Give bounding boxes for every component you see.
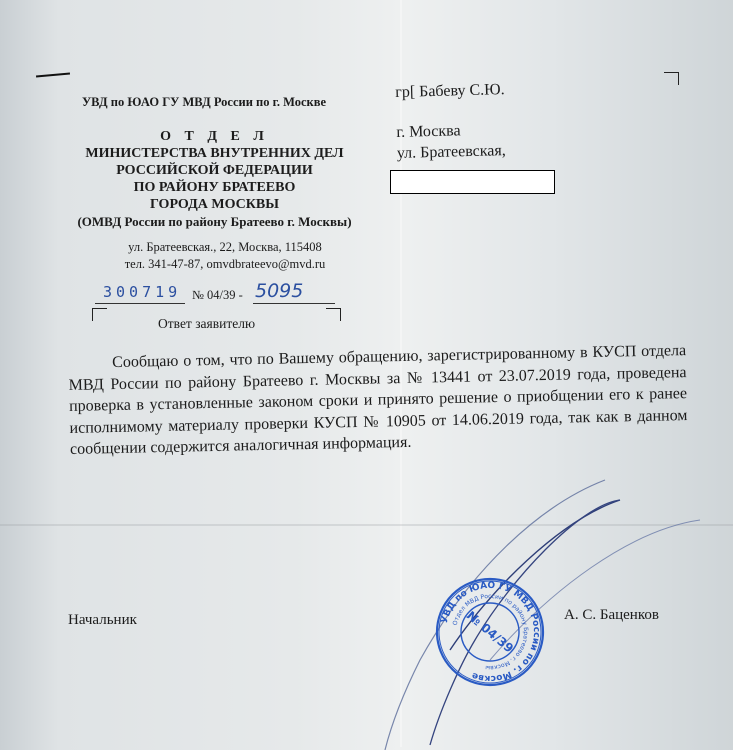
signer-title: Начальник	[68, 612, 137, 628]
address-line: ул. Братеевская., 22, Москва, 115408	[128, 240, 322, 254]
parent-org: УВД по ЮАО ГУ МВД России по г. Москве	[82, 95, 327, 109]
letterhead-line: ПО РАЙОНУ БРАТЕЕВО	[133, 180, 296, 195]
svg-text:Отдел МВД России по району Бра: Отдел МВД России по району Братеево г. Москвы	[451, 592, 530, 672]
svg-text:№ 04/39: № 04/39	[463, 608, 517, 656]
recipient-city: г. Москва	[396, 122, 461, 141]
registration-number-prefix: № 04/39 -	[192, 288, 243, 302]
corner-mark	[92, 308, 107, 321]
org-address	[90, 239, 360, 273]
signer-name: А. С. Баценков	[564, 607, 659, 623]
redaction-box	[390, 170, 555, 194]
letterhead-line: ГОРОДА МОСКВЫ	[150, 197, 279, 212]
recipient-name: гр[ Бабеву С.Ю.	[395, 81, 505, 101]
corner-mark	[664, 72, 679, 85]
letterhead	[62, 128, 367, 230]
letterhead-line: О Т Д Е Л	[160, 129, 269, 144]
recipient-block	[395, 79, 506, 164]
underline	[253, 303, 335, 304]
contact-line: тел. 341-47-87, omvdbrateevo@mvd.ru	[124, 257, 326, 271]
letterhead-line: МИНИСТЕРСТВА ВНУТРЕННИХ ДЕЛ	[85, 146, 344, 161]
underline	[95, 303, 185, 304]
letterhead-short-name: (ОМВД России по району Братеево г. Москвы)	[77, 214, 352, 229]
registration-number-handwritten: 5095	[255, 280, 304, 302]
corner-mark	[326, 308, 341, 321]
registration-line	[95, 280, 335, 305]
registration-date-stamp: 300719	[103, 283, 182, 301]
subject-line: Ответ заявителю	[158, 316, 256, 331]
official-stamp	[434, 576, 546, 688]
letter-body	[68, 340, 688, 460]
recipient-street: ул. Братеевская,	[396, 142, 506, 162]
svg-text:УВД по ЮАО ГУ МВД России по г.: УВД по ЮАО ГУ МВД России по г. Москве	[439, 580, 542, 684]
body-paragraph: Сообщаю о том, что по Вашему обращению, зарегистрированному в КУСП отдела МВД России по району Братеево г. Москвы за № 13441 от 23.07.2019 года, проведена проверка в установленные законом сроки и принято решение о приобщении его к ранее исполнимому материалу проверки КУСП № 10905 от 14.06.2019 года, так как в данном сообщении содержится аналогичная информация.	[68, 342, 688, 458]
letterhead-line: РОССИЙСКОЙ ФЕДЕРАЦИИ	[116, 163, 313, 178]
margin-mark	[36, 73, 70, 78]
